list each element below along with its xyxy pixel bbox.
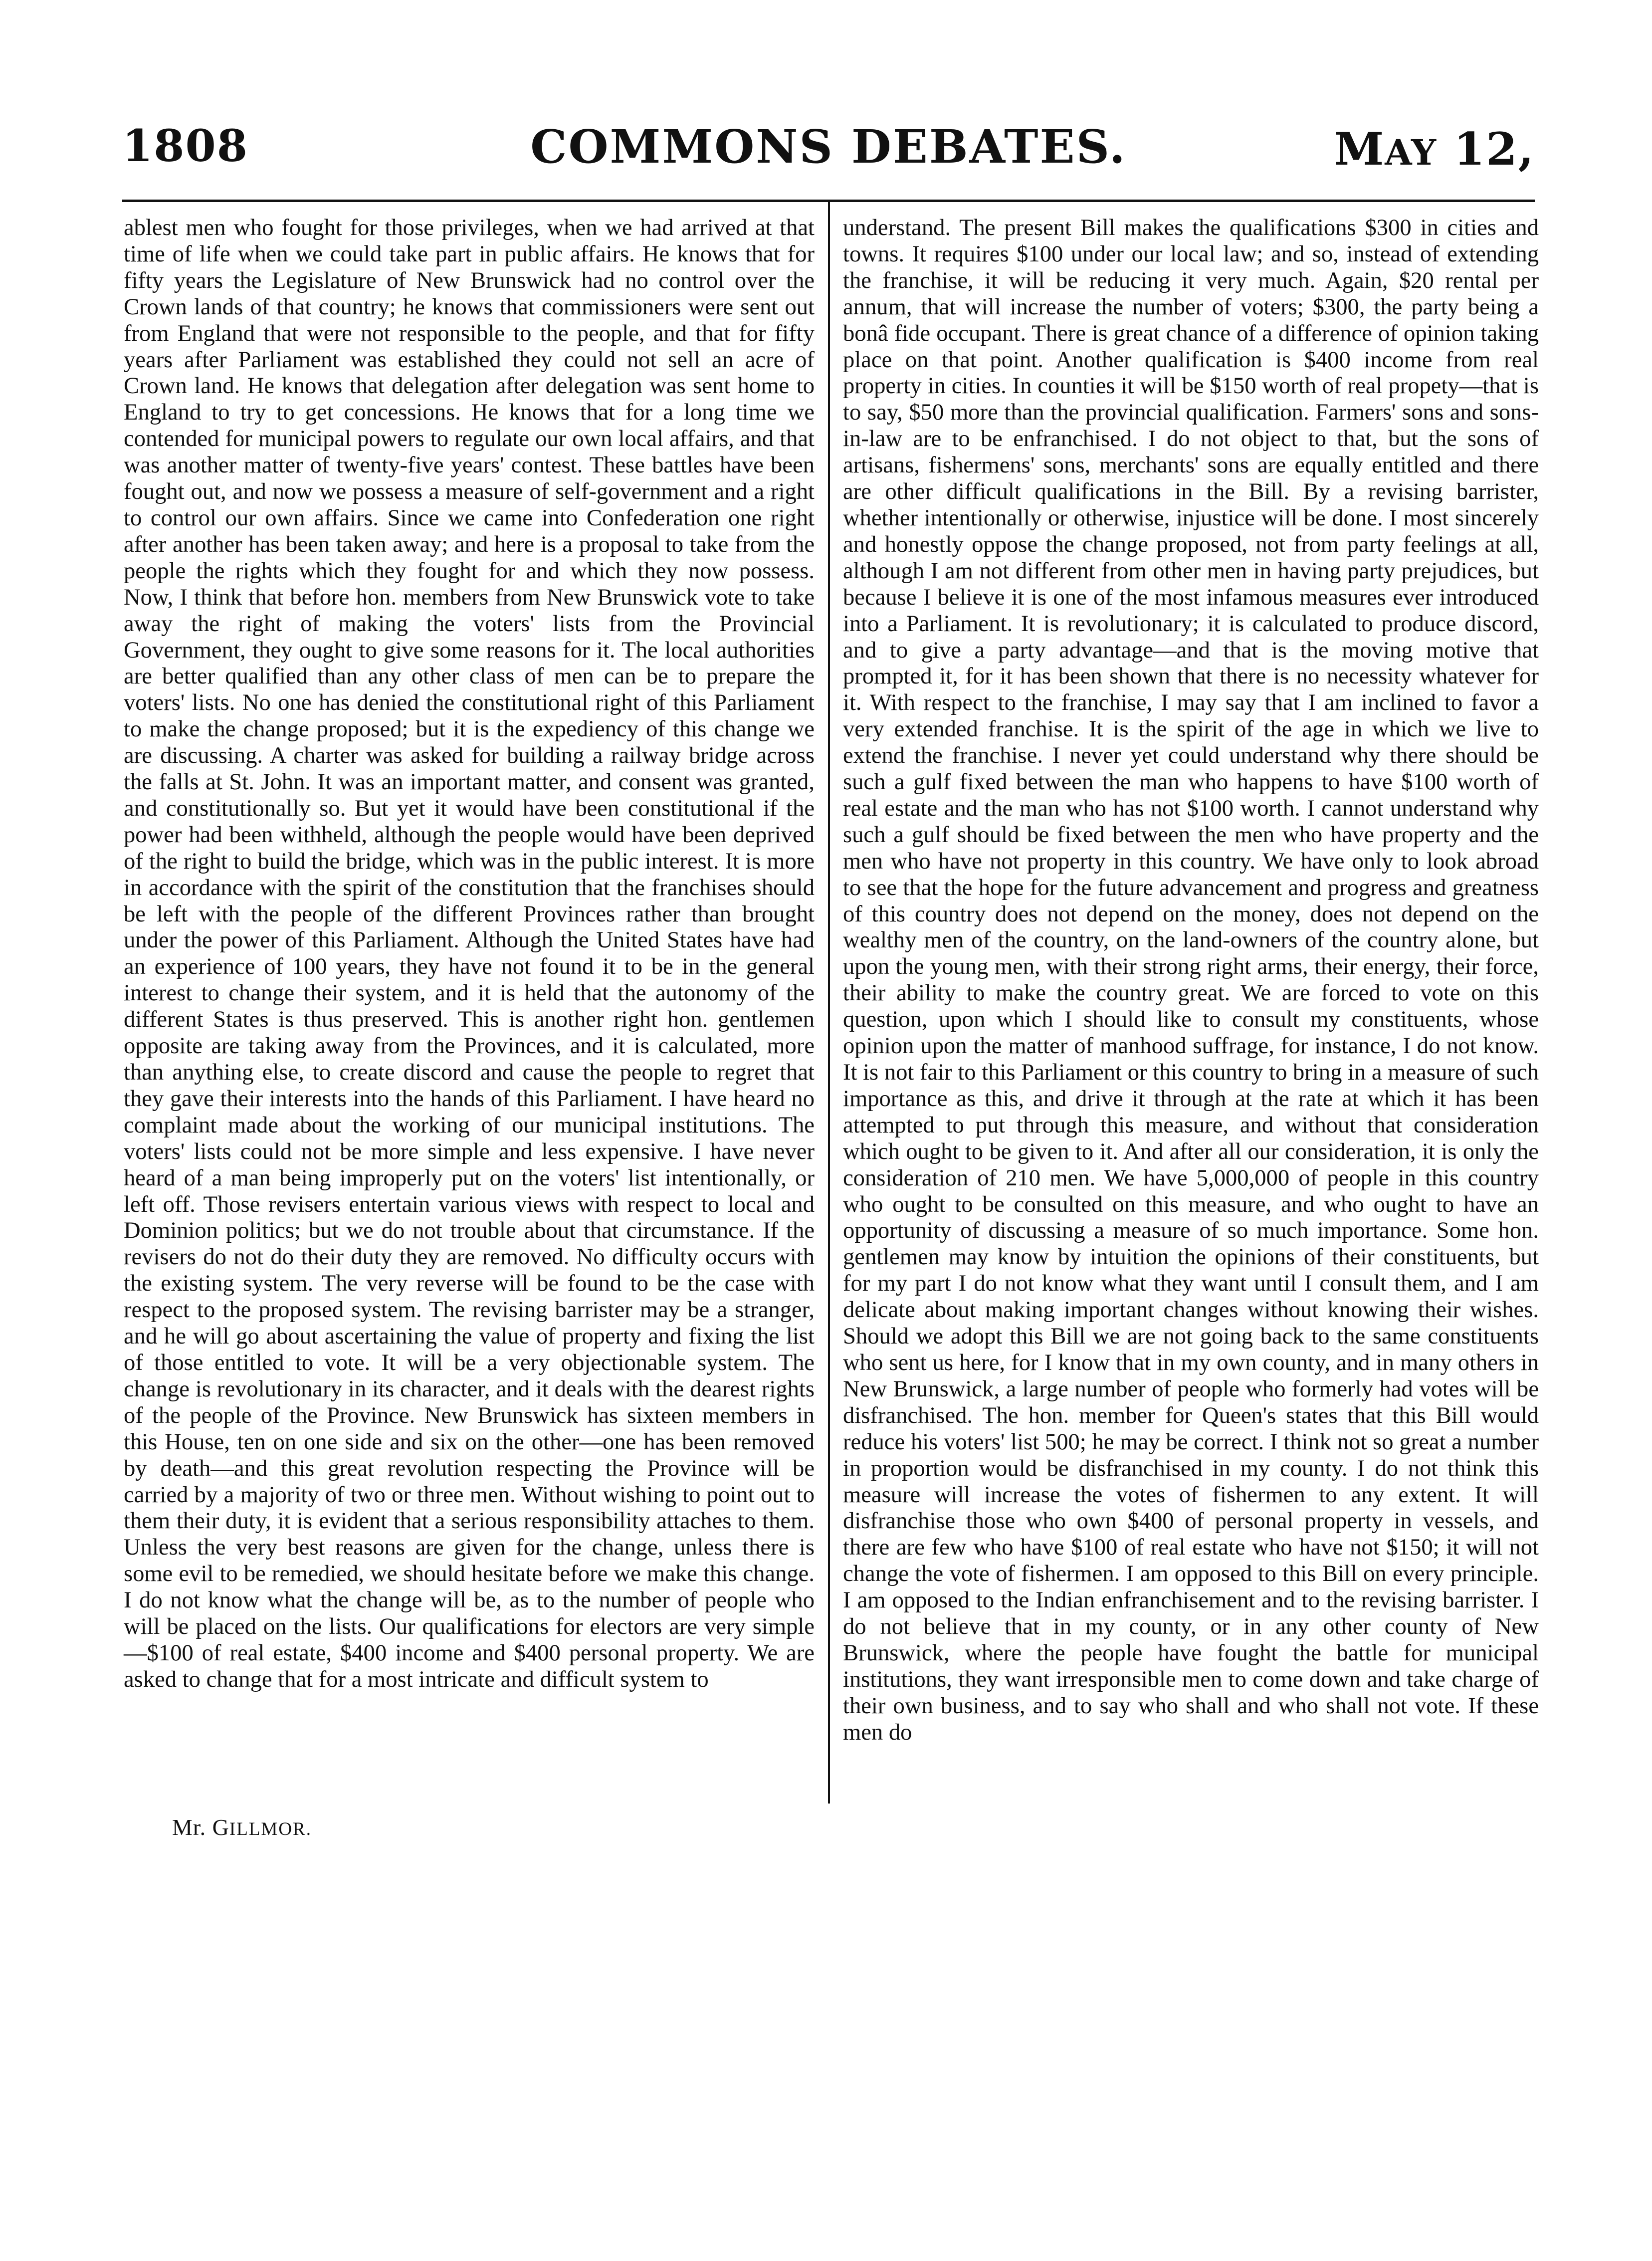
left-column-text: ablest men who fought for those privileges, when we had arrived at that time of life when we could take part in public affairs. He knows that for fifty years the Legislature of New Brunswick had no control over the Crown lands of that country; he knows that commissioners were sent out from England that were not responsible to the people, and that for fifty years after Parliament was established they could not sell an acre of Crown land. He knows that delegation after delegation was sent home to England to try to get concessions. He knows that for a long time we contended for municipal powers to regulate our own local affairs, and that was another matter of twenty-five years' contest. These battles have been fought out, and now we possess a measure of self-government and a right to control our own affairs. Since we came into Confederation one right after another has been taken away; and here is a proposal to take from the people the rights which they fought for and which they now possess. Now, I think that before hon. members from New Brunswick vote to take away the right of making the voters' lists from the Provincial Government, they ought to give some reasons for it. The local authorities are better qualified than any other class of men can be to prepare the voters' lists. No one has denied the constitutional right of this Parliament to make the change proposed; but it is the expediency of this change we are discussing. A charter was asked for building a railway bridge across the falls at St. John. It was an important matter, and consent was granted, and constitutionally so. But yet it would have been constitutional if the power had been withheld, although the people would have been deprived of the right to build the bridge, which was in the public interest. It is more in accordance with the spirit of the constitution that the franchises should be left with the people of the different Provinces rather than brought under the power of this Parliament. Although the United States have had an experience of 100 years, they have not found it to be in the general interest to change their system, and it is held that the autonomy of the different States is thus preserved. This is another right hon. gentlemen opposite are taking away from the Provinces, and it is calculated, more than anything else, to create discord and cause the people to regret that they gave their interests into the hands of this Parliament. I have heard no complaint made about the working of our municipal institutions. The voters' lists could not be more simple and less expensive. I have never heard of a man being improperly put on the voters' list intentionally, or left off. Those revisers entertain various views with respect to local and Dominion politics; but we do not trouble about that circumstance. If the revisers do not do their duty they are removed. No difficulty occurs with the existing system. The very reverse will be found to be the case with respect to the proposed system. The revising barrister may be a stranger, and he will go about ascertaining the value of property and fixing the list of those entitled to vote. It will be a very objectionable system. The change is revolutionary in its character, and it deals with the dearest rights of the people of the Province. New Brunswick has sixteen members in this House, ten on one side and six on the other—one has been removed by death—and this great revolution respecting the Province will be carried by a majority of two or three men. Without wishing to point out to them their duty, it is evident that a serious responsibility attaches to them. Unless the very best reasons are given for the change, unless there is some evil to be remedied, we should hesitate before we make this change. I do not know what the change will be, as to the number of people who will be placed on the lists. Our qualifications for electors are very simple—$100 of real estate, $400 income and $400 personal property. We are asked to change that for a most intricate and difficult system to (124, 215, 815, 1692)
page-number: 1808 (122, 120, 248, 172)
date-day: 12, (1453, 123, 1535, 176)
speaker-prefix: Mr. G (172, 1814, 229, 1840)
header-date (1334, 123, 1535, 176)
left-column (124, 215, 815, 1693)
column-divider (828, 202, 830, 1804)
journal-title: COMMONS DEBATES. (530, 120, 1127, 174)
right-column-text: understand. The present Bill makes the qualifications $300 in cities and towns. It requires $100 under our local law; and so, instead of extending the franchise, it will be reducing it very much. Again, $20 rental per annum, that will increase the number of voters; $300, the party being a bonâ fide occupant. There is great chance of a difference of opinion taking place on that point. Another qualification is $400 income from real property in cities. In counties it will be $150 worth of real propety—that is to say, $50 more than the provincial qualification. Farmers' sons and sons-in-law are to be enfranchised. I do not object to that, but the sons of artisans, fishermens' sons, merchants' sons are equally entitled and there are other difficult qualifications in the Bill. By a revising barrister, whether intentionally or otherwise, injustice will be done. I most sincerely and honestly oppose the change proposed, not from party feelings at all, although I am not different from other men in having party prejudices, but because I believe it is one of the most infamous measures ever introduced into a Parliament. It is revolutionary; it is calculated to produce discord, and to give a party advantage—and that is the moving motive that prompted it, for it has been shown that there is no necessity whatever for it. With respect to the franchise, I may say that I am inclined to favor a very extended franchise. It is the spirit of the age in which we live to extend the franchise. I never yet could understand why there should be such a gulf fixed between the man who happens to have $100 worth of real estate and the man who has not $100 worth. I cannot understand why such a gulf should be fixed between the men who have property and the men who have not property in this country. We have only to look abroad to see that the hope for the future advancement and progress and greatness of this country does not depend on the money, does not depend on the wealthy men of the country, on the land-owners of the country alone, but upon the young men, with their strong right arms, their energy, their force, their ability to make the country great. We are forced to vote on this question, upon which I should like to consult my constituents, whose opinion upon the matter of manhood suffrage, for instance, I do not know. It is not fair to this Parliament or this country to bring in a measure of such importance as this, and drive it through at the rate at which it has been attempted to put through this measure, and without that consideration which ought to be given to it. And after all our consideration, it is only the consideration of 210 men. We have 5,000,000 of people in this country who ought to be consulted on this measure, and who ought to have an opportunity of discussing a measure of so much importance. Some hon. gentlemen may know by intuition the opinions of their constituents, but for my part I do not know what they want until I consult them, and I am delicate about making important changes without knowing their wishes. Should we adopt this Bill we are not going back to the same constituents who sent us here, for I know that in my own county, and in many others in New Brunswick, a large number of people who formerly had votes will be disfranchised. The hon. member for Queen's states that this Bill would reduce his voters' list 500; he may be correct. I think not so great a number in proportion would be disfranchised in my county. I do not think this measure will increase the votes of fishermen to any extent. It will disfranchise those who own $400 of personal property in vessels, and there are few who have $100 of real estate who have not $150; it will not change the vote of fishermen. I am opposed to this Bill on every principle. I am opposed to the Indian enfranchisement and to the revising barrister. I do not believe that in my county, or in any other county of New Brunswick, where the people have fought the battle for municipal institutions, they want irresponsible men to come down and take charge of their own business, and to say who shall and who shall not vote. If these men do (843, 215, 1539, 1745)
speaker-signature (172, 1814, 312, 1840)
date-month-initial: M (1334, 123, 1385, 176)
page-header (122, 120, 1535, 195)
right-column (843, 215, 1539, 1746)
speaker-rest: ILLMOR. (229, 1819, 312, 1839)
date-month-rest: AY (1385, 132, 1438, 173)
